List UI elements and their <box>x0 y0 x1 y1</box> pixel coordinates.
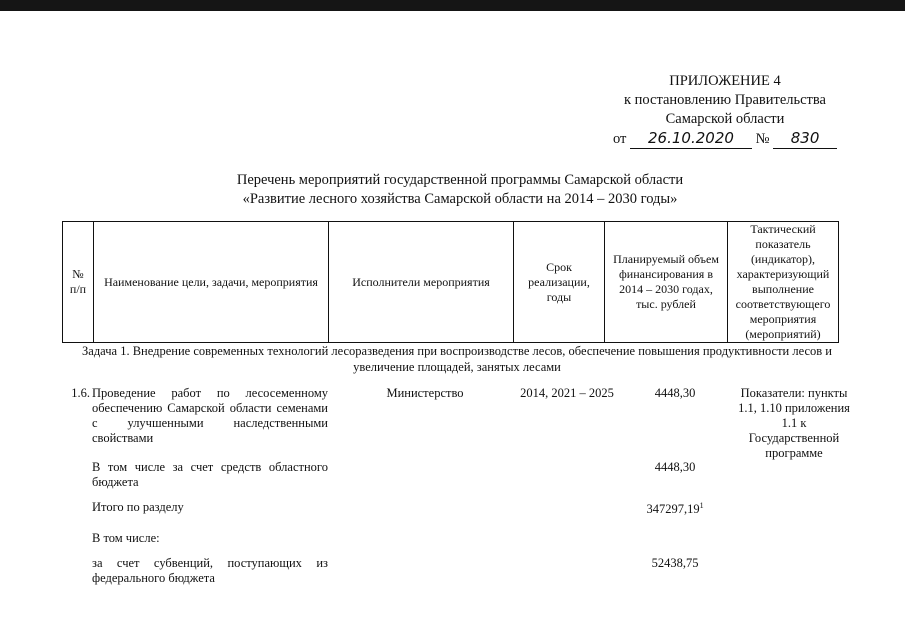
task-heading: Задача 1. Внедрение современных технологий лесоразведения при воспроизводстве лесов, обеспечение повышения продуктивности лесов и увеличение площадей, занятых лесами <box>82 344 832 374</box>
document-title <box>140 171 780 209</box>
handwritten-number: 830 <box>773 129 837 149</box>
section-total-label: Итого по разделу <box>92 500 184 514</box>
handwritten-date: 26.10.2020 <box>630 129 752 149</box>
row-indicator: Показатели: пункты 1.1, 1.10 приложения 1.1 к Государственной программе <box>738 386 850 460</box>
row-regional-budget-amount: 4448,30 <box>654 460 696 474</box>
appendix-title: ПРИЛОЖЕНИЕ 4 <box>669 73 781 89</box>
scan-top-border <box>0 0 905 11</box>
header-executor: Исполнители мероприятия <box>329 222 514 343</box>
header-indicator: Тактический показатель (индикатор), характеризующий выполнение соответствующего мероприятия (мероприятий) <box>728 222 839 343</box>
including-label: В том числе: <box>92 531 160 545</box>
row-executor: Министерство <box>386 386 464 400</box>
appendix-line2: Самарской области <box>665 111 785 127</box>
header-amount: Планируемый объем финансирования в 2014 – 2030 годах, тыс. рублей <box>605 222 728 343</box>
appendix-date-line <box>600 129 850 149</box>
footnote-mark: 1 <box>699 501 704 510</box>
measures-table-header <box>62 221 839 343</box>
appendix-line1: к постановлению Правительства <box>624 92 826 108</box>
number-label: № <box>755 131 770 147</box>
federal-subventions-amount: 52438,75 <box>651 556 699 570</box>
section-total-amount: 347297,19$^1$ <box>646 501 704 517</box>
federal-subventions-label: за счет субвенций, поступающих из федерального бюджета <box>92 556 328 585</box>
appendix-block <box>600 72 850 149</box>
header-name: Наименование цели, задачи, мероприятия <box>94 222 329 343</box>
header-num: № п/п <box>63 222 94 343</box>
row-number: 1.6. <box>71 386 90 400</box>
document-title-line1: Перечень мероприятий государственной программы Самарской области <box>236 172 684 188</box>
row-period: 2014, 2021 – 2025 <box>520 386 614 400</box>
document-title-line2: «Развитие лесного хозяйства Самарской области на 2014 – 2030 годы» <box>242 191 678 207</box>
row-measure-name: Проведение работ по лесосеменному обеспечению Самарской области семенами с улучшенными наследственными свойствами <box>92 386 328 445</box>
from-label: от <box>612 131 627 147</box>
row-amount: 4448,30 <box>654 386 696 400</box>
row-regional-budget-label: В том числе за счет средств областного бюджета <box>92 460 328 489</box>
header-period: Срок реализации, годы <box>514 222 605 343</box>
